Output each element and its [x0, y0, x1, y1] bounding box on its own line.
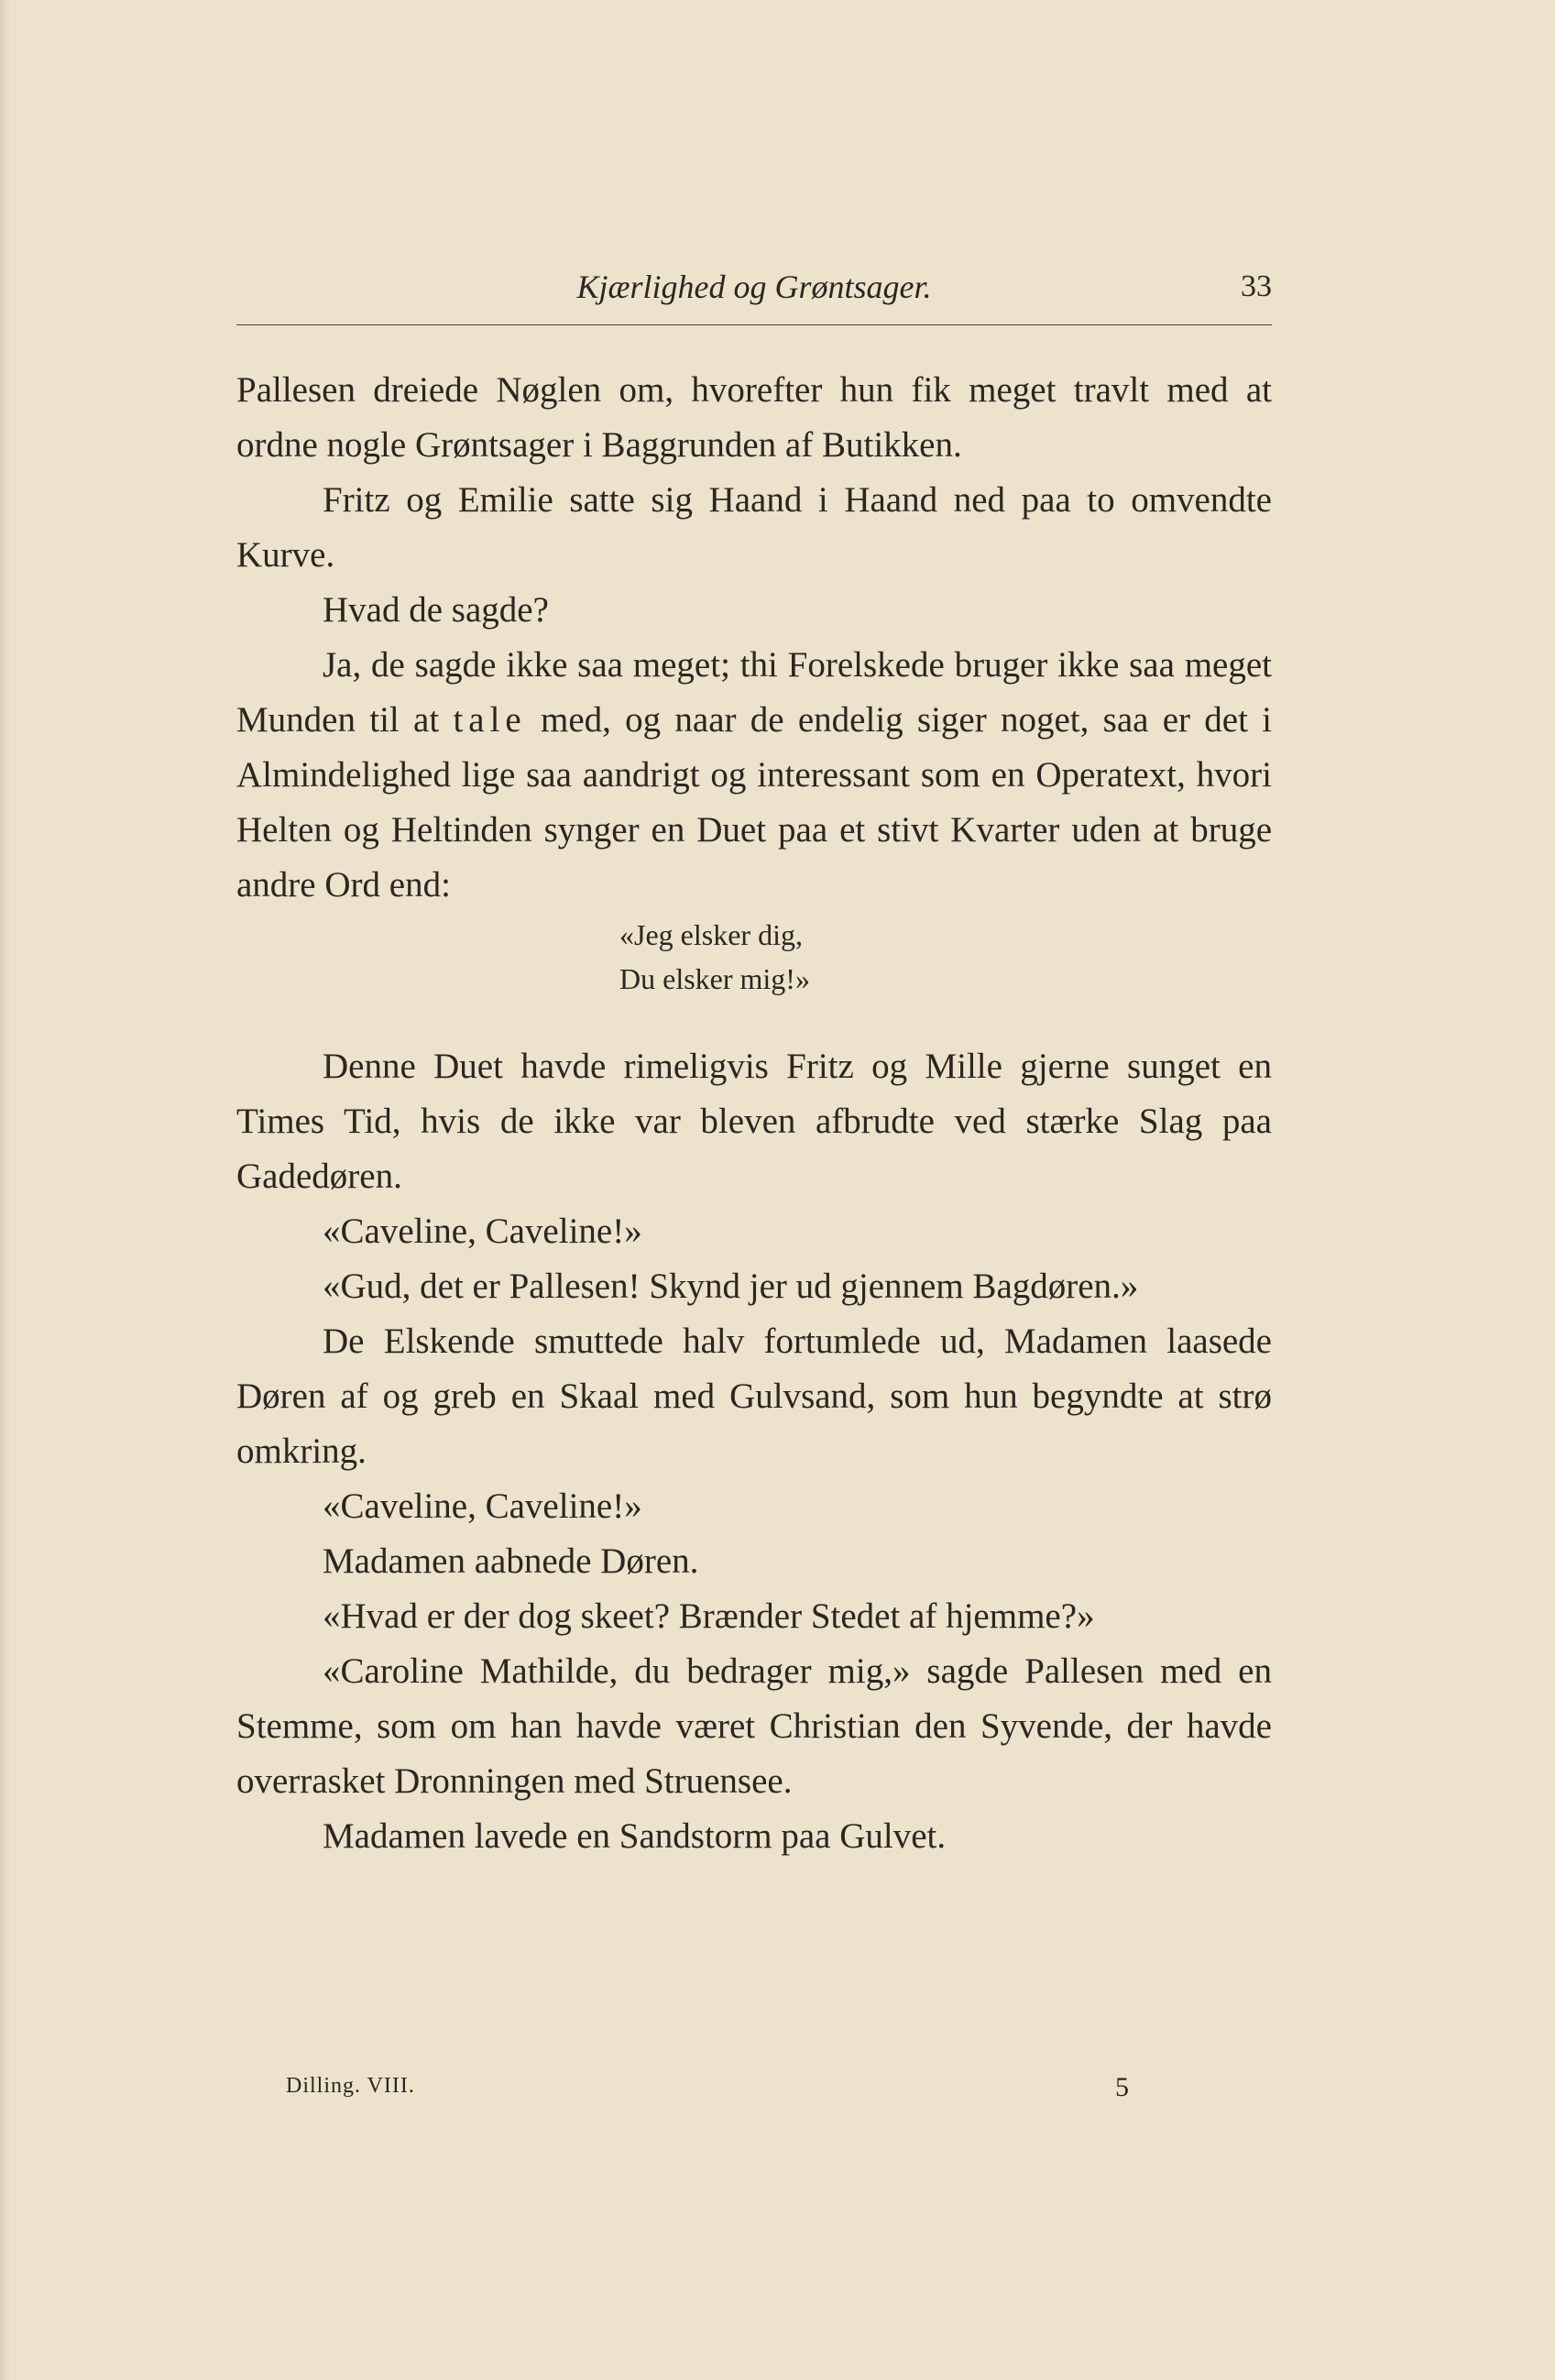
paragraph: De Elskende smuttede halv fortumlede ud, Madamen laasede Døren af og greb en Skaal med Gulvsand, som hun begyndte at strø omkring.: [236, 1322, 1272, 1471]
sheet-number: 5: [1115, 2072, 1129, 2102]
paragraph: Denne Duet havde rimeligvis Fritz og Mille gjerne sunget en Times Tid, hvis de ikke var bleven afbrudte ved stærke Slag paa Gadedøren.: [236, 1047, 1272, 1196]
page-header: [236, 268, 1272, 323]
paragraph: «Hvad er der dog skeet? Brænder Stedet af hjemme?»: [323, 1596, 1095, 1636]
paragraph: «Caroline Mathilde, du bedrager mig,» sagde Pallesen med en Stemme, som om han havde været Christian den Syvende, der havde overrasket Dronningen med Struensee.: [236, 1651, 1272, 1801]
paragraph: Fritz og Emilie satte sig Haand i Haand ned paa to omvendte Kurve.: [236, 480, 1272, 575]
paragraph: Pallesen dreiede Nøglen om, hvorefter hun fik meget travlt med at ordne nogle Grøntsager i Baggrunden af Butikken.: [236, 370, 1272, 465]
verse-line: Du elsker mig!»: [619, 962, 810, 995]
paragraph: Hvad de sagde?: [323, 590, 549, 630]
paragraph: «Gud, det er Pallesen! Skynd jer ud gjennem Bagdøren.»: [323, 1267, 1139, 1306]
paragraph: Madamen lavede en Sandstorm paa Gulvet.: [323, 1816, 947, 1856]
paragraph: [236, 638, 1272, 913]
page-number: 33: [1241, 269, 1272, 303]
page-footer: [286, 2074, 1129, 2111]
spaced-word: tale: [453, 700, 527, 740]
page-edge: [0, 0, 11, 2380]
paragraph: Madamen aabnede Døren.: [323, 1541, 699, 1581]
paragraph-text: Ja, de sagde ikke saa meget; thi Forelskede bruger ikke saa meget Munden til at: [236, 645, 1272, 740]
paragraph: «Caveline, Caveline!»: [323, 1212, 642, 1251]
running-title: Kjærlighed og Grøntsager.: [576, 269, 932, 305]
header-rule: [236, 324, 1272, 325]
printer-signature: Dilling. VIII.: [286, 2074, 415, 2098]
paragraph: «Caveline, Caveline!»: [323, 1486, 642, 1526]
verse-line: «Jeg elsker dig,: [619, 918, 803, 951]
body-text: [236, 363, 1272, 1864]
verse-quote: [619, 913, 1272, 1001]
paragraph-text: med, og naar de endelig siger noget, saa er det i Almindelighed lige saa aandrigt og interessant som en Operatext, hvori Helten og Heltinden synger en Duet paa et stivt Kvarter uden at bruge andre Ord end:: [236, 700, 1273, 905]
